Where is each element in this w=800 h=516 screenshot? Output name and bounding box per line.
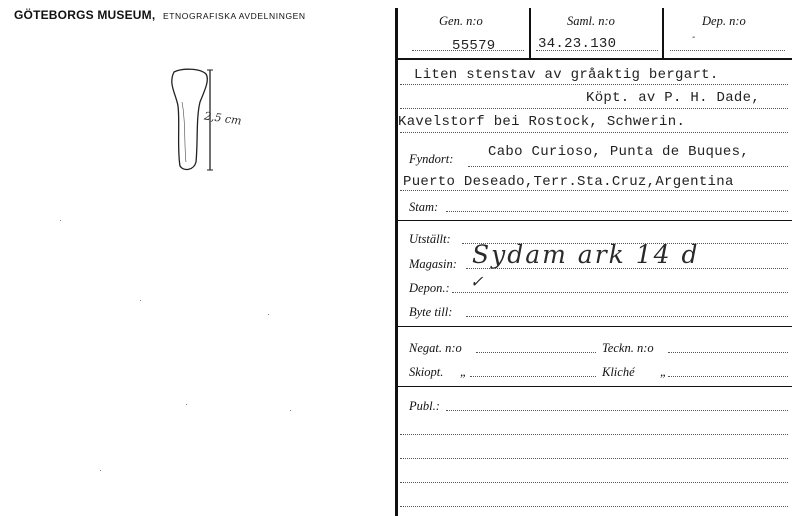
cliche-ditto: „ [660, 365, 667, 379]
speck [140, 300, 141, 301]
dotted-line [446, 211, 788, 212]
dep-label: Dep. n:o [702, 14, 746, 28]
dotted-line [466, 268, 788, 269]
dotted-line [536, 50, 658, 51]
speck [60, 220, 61, 221]
speck [268, 314, 269, 315]
teckn-label: Teckn. n:o [602, 341, 654, 355]
dotted-line [670, 50, 785, 51]
dotted-line [400, 458, 788, 459]
dotted-line [400, 506, 788, 507]
magasin-label: Magasin: [409, 257, 457, 271]
fyndort-line-1: Cabo Curioso, Punta de Buques, [488, 144, 750, 160]
magasin-value: Sydam ark 14 d [472, 240, 700, 269]
speck [100, 470, 101, 471]
negat-label: Negat. n:o [409, 341, 462, 355]
header-rule [398, 58, 792, 60]
dotted-line [668, 376, 788, 377]
dotted-line [400, 132, 788, 133]
fyndort-line-2: Puerto Deseado,Terr.Sta.Cruz,Argentina [403, 174, 734, 190]
department-name: ETNOGRAFISKA AVDELNINGEN [162, 11, 306, 21]
dotted-line [468, 166, 788, 167]
skiopt-ditto: „ [460, 365, 467, 379]
dotted-line [400, 482, 788, 483]
card-border [395, 8, 398, 516]
depon-checkmark: ✓ [470, 272, 484, 291]
dotted-line [476, 352, 596, 353]
dotted-line [668, 352, 788, 353]
section-rule [398, 386, 792, 387]
dotted-line [452, 292, 788, 293]
saml-value: 34.23.130 [538, 36, 617, 52]
fyndort-label: Fyndort: [409, 152, 454, 166]
description-line-2: Köpt. av P. H. Dade, [586, 90, 761, 106]
cliche-label: Kliché [602, 365, 635, 379]
box-divider [662, 8, 664, 58]
skiopt-label: Skiopt. [409, 365, 444, 379]
dotted-line [470, 376, 596, 377]
dotted-line [400, 190, 788, 191]
section-rule [398, 326, 792, 327]
speck [290, 410, 291, 411]
dotted-line [412, 50, 524, 51]
byte-label: Byte till: [409, 305, 453, 319]
gen-value: 55579 [452, 38, 496, 54]
museum-header [14, 8, 306, 22]
section-rule [398, 220, 792, 221]
saml-label: Saml. n:o [567, 14, 615, 28]
dotted-line [400, 84, 788, 85]
description-line-1: Liten stenstav av gråaktig bergart. [414, 67, 719, 83]
speck [186, 404, 187, 405]
museum-name: GÖTEBORGS MUSEUM, [14, 8, 156, 22]
dotted-line [400, 108, 788, 109]
dotted-line [446, 410, 788, 411]
scale-note: 2,5 cm [203, 109, 243, 128]
utstallt-label: Utställt: [409, 232, 451, 246]
stam-label: Stam: [409, 200, 439, 214]
box-divider [529, 8, 531, 58]
dotted-line [466, 316, 788, 317]
dep-value: - [692, 32, 696, 43]
publ-label: Publ.: [409, 399, 440, 413]
description-line-3: Kavelstorf bei Rostock, Schwerin. [398, 114, 686, 130]
dotted-line [400, 434, 788, 435]
gen-label: Gen. n:o [439, 14, 483, 28]
depon-label: Depon.: [409, 281, 450, 295]
